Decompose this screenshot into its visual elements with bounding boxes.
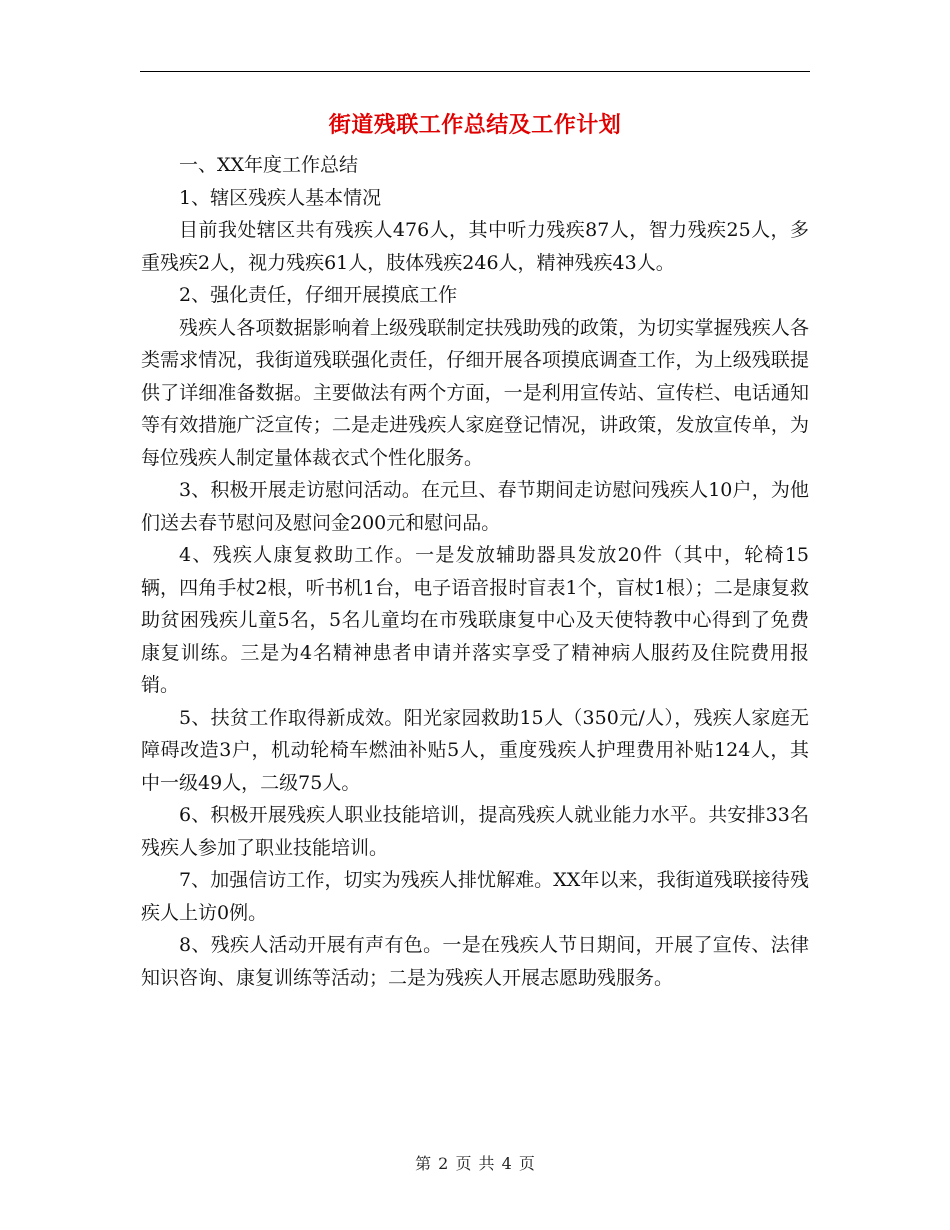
document-title: 街道残联工作总结及工作计划 [328,113,622,138]
item-heading: 1、辖区残疾人基本情况 [179,186,382,209]
body-paragraph: 残疾人各项数据影响着上级残联制定扶残助残的政策，为切实掌握残疾人各类需求情况，我街道残联强化责任，仔细开展各项摸底调查工作，为上级残联提供了详细准备数据。主要做法有两个方面，一是利用宣传站、宣传栏、电话通知等有效措施广泛宣传；二是走进残疾人家庭登记情况，讲政策，发放宣传单，为每位残疾人制定量体裁衣式个性化服务。 [141,316,809,469]
body-paragraph: 7、加强信访工作，切实为残疾人排忧解难。XX年以来，我街道残联接待残疾人上访0例。 [141,869,809,924]
body-paragraph: 4、残疾人康复救助工作。一是发放辅助器具发放20件（其中，轮椅15辆，四角手杖2根，听书机1台，电子语音报时盲表1个，盲杖1根）；二是康复救助贫困残疾儿童5名，5名儿童均在市残联康复中心及天使特教中心得到了免费康复训练。三是为4名精神患者申请并落实享受了精神病人服药及住院费用报销。 [141,544,809,696]
body-paragraph: 6、积极开展残疾人职业技能培训，提高残疾人就业能力水平。共安排33名残疾人参加了职业技能培训。 [141,804,809,859]
header-rule [140,71,810,72]
section-heading: 一、XX年度工作总结 [179,154,359,176]
body-paragraph: 5、扶贫工作取得新成效。阳光家园救助15人（350元/人），残疾人家庭无障碍改造3户，机动轮椅车燃油补贴5人，重度残疾人护理费用补贴124人，其中一级49人，二级75人。 [141,706,809,794]
body-paragraph: 3、积极开展走访慰问活动。在元旦、春节期间走访慰问残疾人10户，为他们送去春节慰问及慰问金200元和慰问品。 [141,479,809,534]
page-number: 第 2 页 共 4 页 [415,1154,535,1173]
body-paragraph: 目前我处辖区共有残疾人476人，其中听力残疾87人，智力残疾25人，多重残疾2人，视力残疾61人，肢体残疾246人，精神残疾43人。 [141,219,809,274]
item-heading: 2、强化责任，仔细开展摸底工作 [179,284,458,306]
body-paragraph: 8、残疾人活动开展有声有色。一是在残疾人节日期间，开展了宣传、法律知识咨询、康复训练等活动；二是为残疾人开展志愿助残服务。 [141,934,809,989]
document-body [141,149,809,994]
